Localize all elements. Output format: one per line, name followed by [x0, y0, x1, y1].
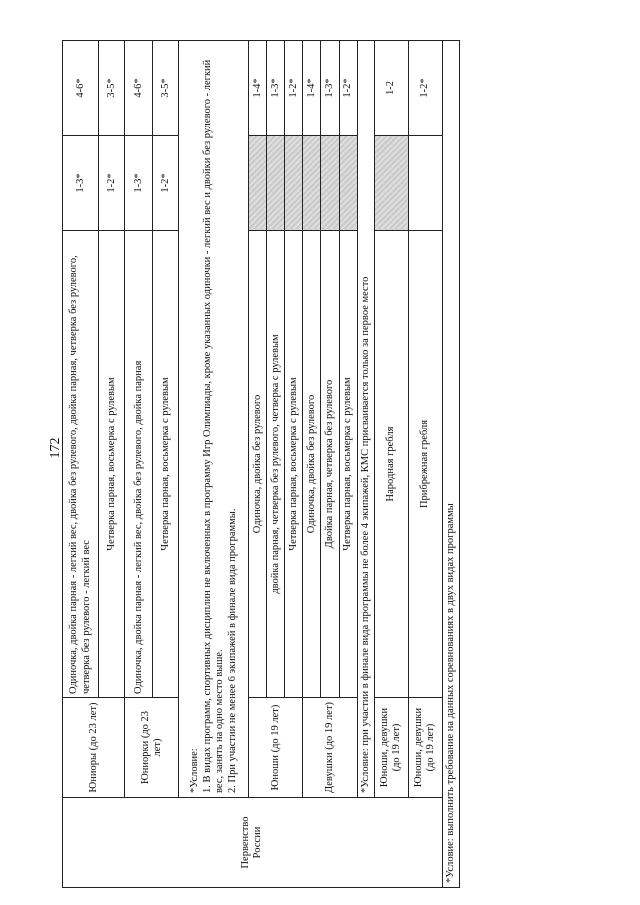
- shaded-cell: [303, 136, 321, 231]
- rotated-table-container: [62, 41, 460, 888]
- condition-line: 2. При участии не менее 6 экипажей в финале вида программы.: [226, 508, 238, 793]
- place-cell: 3-5*: [99, 41, 125, 136]
- discipline-cell: Прибрежная гребля: [408, 231, 442, 698]
- place-cell: 1-3*: [321, 41, 339, 136]
- shaded-cell: [285, 136, 303, 231]
- condition-line: 1. В видах программ, спортивных дисциплин не включенных в программу Игр Олимпиады, кроме указанных одиночки - легкий вес и двойки без рулевого - легкий вес, занять на одно место выше.: [201, 59, 225, 793]
- table-row: [125, 41, 153, 888]
- condition-note: *Условие: при участии в финале вида программы не более 4 экипажей, КМС присваивается только за первое место: [357, 41, 374, 798]
- discipline-cell: Одиночка, двойка без рулевого: [249, 231, 267, 698]
- page-number: 172: [48, 437, 63, 459]
- empty-cell: [408, 136, 442, 231]
- place-cell: 4-6*: [125, 41, 153, 136]
- discipline-cell: Четверка парная, восьмерка с рулевым: [153, 231, 179, 698]
- place-cell: 1-2*: [339, 41, 357, 136]
- table-row: [303, 41, 321, 888]
- place-cell: 1-4*: [249, 41, 267, 136]
- discipline-cell: Четверка парная, восьмерка с рулевым: [339, 231, 357, 698]
- table-row: [179, 41, 249, 888]
- condition-title: *Условие:: [188, 748, 200, 793]
- group-cell: Юниорки (до 23 лет): [125, 698, 179, 798]
- discipline-cell: Одиночка, двойка без рулевого: [303, 231, 321, 698]
- discipline-cell: Одиночка, двойка парная - легкий вес, двойка без рулевого, двойка парная: [125, 231, 153, 698]
- place-cell: 1-2: [374, 41, 408, 136]
- group-cell: Юноши (до 19 лет): [249, 698, 303, 798]
- condition-note: *Условие: выполнить требование на данных соревнованиях в двух видах программы: [442, 41, 459, 888]
- group-cell: Юноши, девушки (до 19 лет): [408, 698, 442, 798]
- table-row: [374, 41, 408, 888]
- table-row: [408, 41, 442, 888]
- shaded-cell: [249, 136, 267, 231]
- shaded-cell: [374, 136, 408, 231]
- competition-cell: Первенство России: [63, 798, 443, 888]
- shaded-cell: [321, 136, 339, 231]
- table-row: [63, 41, 99, 888]
- shaded-cell: [267, 136, 285, 231]
- place-cell: 1-4*: [303, 41, 321, 136]
- place-cell: 1-2*: [408, 41, 442, 136]
- rank-requirements-table: [62, 40, 460, 888]
- place-cell: 1-3*: [267, 41, 285, 136]
- condition-note: [179, 41, 249, 798]
- discipline-cell: двойка парная, четверка без рулевого, четверка с рулевым: [267, 231, 285, 698]
- rotated-table-frame: [62, 41, 460, 888]
- group-cell: Юноши, девушки (до 19 лет): [374, 698, 408, 798]
- discipline-cell: Двойка парная, четверка без рулевого: [321, 231, 339, 698]
- place-cell: 1-2*: [285, 41, 303, 136]
- place-cell: 1-2*: [153, 136, 179, 231]
- place-cell: 1-3*: [125, 136, 153, 231]
- discipline-cell: Одиночка, двойка парная - легкий вес, двойка без рулевого, двойка парная, четверка без рулевого, четверка без рулевого - легкий вес: [63, 231, 99, 698]
- shaded-cell: [339, 136, 357, 231]
- table-row: [357, 41, 374, 888]
- discipline-cell: Четверка парная, восьмерка с рулевым: [285, 231, 303, 698]
- discipline-cell: Народная гребля: [374, 231, 408, 698]
- discipline-cell: Четверка парная, восьмерка с рулевым: [99, 231, 125, 698]
- place-cell: 1-3*: [63, 136, 99, 231]
- place-cell: 4-6*: [63, 41, 99, 136]
- group-cell: Девушки (до 19 лет): [303, 698, 357, 798]
- group-cell: Юниоры (до 23 лет): [63, 698, 125, 798]
- table-row: [442, 41, 459, 888]
- place-cell: 3-5*: [153, 41, 179, 136]
- table-row: [249, 41, 267, 888]
- place-cell: 1-2*: [99, 136, 125, 231]
